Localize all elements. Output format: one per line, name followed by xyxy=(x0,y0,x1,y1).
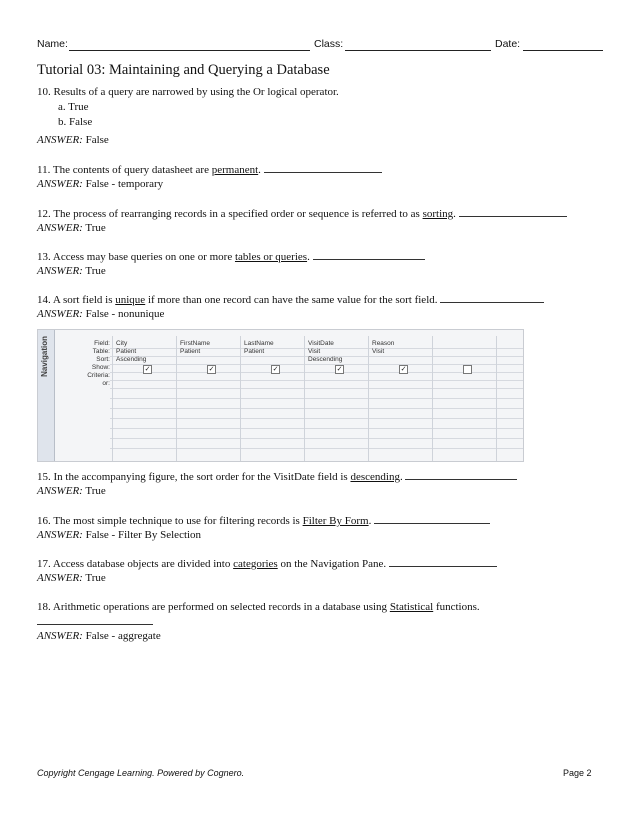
field-cell[interactable]: VisitDate xyxy=(308,340,334,347)
question-number: 13. xyxy=(37,251,51,263)
answer-value: True xyxy=(85,265,106,277)
table-cell[interactable]: Patient xyxy=(116,348,137,355)
grid-column-firstname[interactable] xyxy=(176,336,241,461)
footer-page-number: Page 2 xyxy=(563,768,592,778)
question-number: 11. xyxy=(37,164,51,176)
question-14 xyxy=(37,293,603,307)
grid-column-lastname[interactable] xyxy=(240,336,305,461)
answer-11 xyxy=(37,178,603,191)
table-cell[interactable]: Patient xyxy=(244,348,265,355)
sort-cell[interactable]: Descending xyxy=(308,356,343,363)
question-text: Access may base queries on one or more xyxy=(52,251,235,263)
grid-column-visitdate[interactable] xyxy=(304,336,369,461)
answer-label: ANSWER: xyxy=(37,572,83,584)
question-text-end: . xyxy=(368,515,375,527)
grid-column-filler xyxy=(496,336,524,461)
question-18 xyxy=(37,601,603,614)
answer-12 xyxy=(37,222,603,235)
question-text-end: functions. xyxy=(433,601,480,613)
row-label-criteria: Criteria: xyxy=(87,372,110,379)
answer-label: ANSWER: xyxy=(37,222,83,234)
navigation-pane-strip xyxy=(38,330,55,461)
answer-blank xyxy=(389,557,497,567)
answer-blank xyxy=(405,470,517,480)
answer-value: False - temporary xyxy=(85,178,164,190)
answer-value: False xyxy=(85,134,109,146)
question-12 xyxy=(37,207,603,221)
answer-label: ANSWER: xyxy=(37,630,83,642)
field-cell[interactable]: City xyxy=(116,340,128,347)
page-title: Tutorial 03: Maintaining and Querying a Database xyxy=(37,62,330,78)
name-blank xyxy=(69,50,310,51)
question-text-end: . xyxy=(399,471,406,483)
field-cell[interactable]: Reason xyxy=(372,340,395,347)
question-number: 17. xyxy=(37,558,51,570)
row-label-or: or: xyxy=(102,380,110,387)
field-cell[interactable]: FirstName xyxy=(180,340,210,347)
question-13 xyxy=(37,250,603,264)
class-label: Class: xyxy=(314,38,344,50)
grid-column-empty[interactable] xyxy=(432,336,497,461)
row-label-field: Field: xyxy=(94,340,110,347)
question-17 xyxy=(37,557,603,571)
option-a: a. True xyxy=(58,101,89,113)
row-label-show: Show: xyxy=(91,364,110,371)
row-label-table: Table: xyxy=(92,348,110,355)
answer-17 xyxy=(37,572,603,585)
footer-copyright: Copyright Cengage Learning. Powered by Cognero. xyxy=(37,768,245,778)
key-term: Filter By Form xyxy=(302,515,369,527)
key-term: categories xyxy=(233,558,278,570)
question-number: 14. xyxy=(37,294,51,306)
answer-blank-line-18 xyxy=(37,615,603,629)
key-term: permanent xyxy=(211,164,259,176)
answer-15 xyxy=(37,485,603,498)
question-number: 12. xyxy=(37,208,51,220)
show-checkbox[interactable]: ✓ xyxy=(272,365,279,373)
answer-blank xyxy=(459,207,567,217)
question-text: In the accompanying figure, the sort order for the VisitDate field is xyxy=(53,471,351,483)
answer-label: ANSWER: xyxy=(37,134,83,146)
question-text: Arithmetic operations are performed on selected records in a database using xyxy=(52,601,390,613)
question-text-end: . xyxy=(258,164,264,176)
answer-blank xyxy=(313,250,425,260)
grid-column-city[interactable] xyxy=(112,336,177,461)
name-label: Name: xyxy=(37,38,68,50)
header-fields xyxy=(37,38,603,52)
answer-value: True xyxy=(85,222,106,234)
answer-label: ANSWER: xyxy=(37,265,83,277)
answer-value: True xyxy=(85,485,106,497)
question-15 xyxy=(37,470,603,484)
question-text-end: on the Navigation Pane. xyxy=(277,558,389,570)
question-16 xyxy=(37,514,603,528)
question-text-end: . xyxy=(307,251,313,263)
question-11 xyxy=(37,163,603,177)
sort-cell[interactable]: Ascending xyxy=(116,356,147,363)
answer-label: ANSWER: xyxy=(37,485,83,497)
grid-column-reason[interactable] xyxy=(368,336,433,461)
key-term: Statistical xyxy=(389,601,434,613)
answer-16 xyxy=(37,529,603,542)
answer-blank xyxy=(374,514,490,524)
show-checkbox[interactable]: ✓ xyxy=(400,365,407,373)
question-text-end: if more than one record can have the same value for the sort field. xyxy=(145,294,441,306)
row-label-sort: Sort: xyxy=(96,356,110,363)
table-cell[interactable]: Patient xyxy=(180,348,201,355)
answer-blank xyxy=(440,293,544,303)
question-text: The most simple technique to use for filtering records is xyxy=(53,515,303,527)
answer-value: True xyxy=(85,572,106,584)
question-text-end: . xyxy=(453,208,459,220)
answer-blank xyxy=(264,163,382,173)
question-10 xyxy=(37,86,603,99)
answer-label: ANSWER: xyxy=(37,308,83,320)
show-checkbox[interactable] xyxy=(463,365,472,374)
key-term: descending xyxy=(350,471,400,483)
date-blank xyxy=(523,50,603,51)
field-cell[interactable]: LastName xyxy=(244,340,274,347)
answer-18 xyxy=(37,630,603,643)
navigation-pane-label: Navigation xyxy=(40,336,49,377)
question-text: The process of rearranging records in a specified order or sequence is referred to as xyxy=(53,208,423,220)
question-number: 18. xyxy=(37,601,51,613)
question-number: 16. xyxy=(37,515,51,527)
class-blank xyxy=(345,50,491,51)
answer-blank xyxy=(37,615,153,625)
question-text: Results of a query are narrowed by using the Or logical operator. xyxy=(53,86,339,98)
answer-value: False - nonunique xyxy=(85,308,165,320)
question-number: 15. xyxy=(37,471,51,483)
show-checkbox[interactable]: ✓ xyxy=(144,365,151,373)
answer-label: ANSWER: xyxy=(37,178,83,190)
answer-value: False - aggregate xyxy=(85,630,161,642)
date-label: Date: xyxy=(495,38,521,50)
design-grid xyxy=(62,336,523,461)
answer-14 xyxy=(37,308,603,321)
query-design-figure xyxy=(37,329,524,462)
key-term: tables or queries xyxy=(234,251,308,263)
key-term: sorting xyxy=(422,208,454,220)
question-text: A sort field is xyxy=(52,294,116,306)
answer-10 xyxy=(37,134,603,147)
key-term: unique xyxy=(115,294,146,306)
answer-value: False - Filter By Selection xyxy=(85,529,202,541)
question-text: The contents of query datasheet are xyxy=(52,164,212,176)
question-number: 10. xyxy=(37,86,51,98)
answer-label: ANSWER: xyxy=(37,529,83,541)
show-checkbox[interactable]: ✓ xyxy=(336,365,343,373)
answer-13 xyxy=(37,265,603,278)
table-cell[interactable]: Visit xyxy=(308,348,321,355)
show-checkbox[interactable]: ✓ xyxy=(208,365,215,373)
question-text: Access database objects are divided into xyxy=(52,558,234,570)
option-b: b. False xyxy=(58,116,93,128)
table-cell[interactable]: Visit xyxy=(372,348,385,355)
